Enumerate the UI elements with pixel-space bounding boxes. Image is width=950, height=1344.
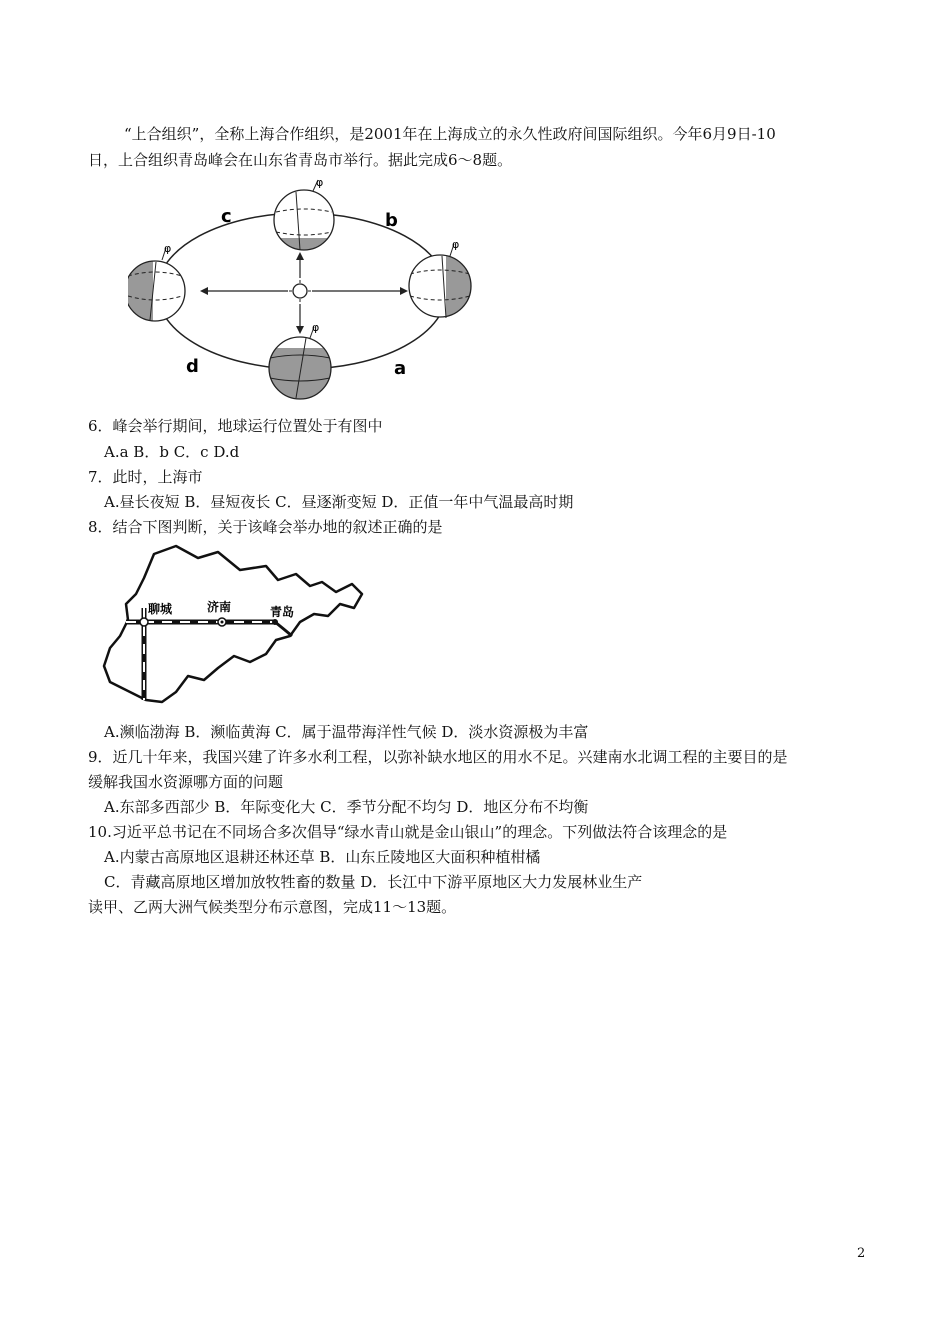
orbit-label-c: c: [221, 206, 232, 227]
q6-stem: 6．峰会举行期间，地球运行位置处于有图中: [88, 417, 383, 435]
earth-orbit-diagram: [128, 178, 478, 406]
q6-options: A.a B．b C．c D.d: [104, 443, 240, 461]
city-marker-qingdao: [272, 619, 278, 625]
q7-options: A.昼长夜短 B．昼短夜长 C．昼逐渐变短 D．正值一年中气温最高时期: [104, 493, 574, 511]
svg-text:φ: φ: [164, 242, 172, 255]
next-section-intro: 读甲、乙两大洲气候类型分布示意图，完成11～13题。: [88, 898, 457, 916]
city-label-qingdao: 青岛: [270, 605, 295, 619]
q10-options-2: C．青藏高原地区增加放牧牲畜的数量 D．长江中下游平原地区大力发展林业生产: [104, 873, 643, 891]
sun-icon: [289, 280, 311, 302]
orbit-label-d: d: [186, 356, 199, 377]
shandong-map: [100, 544, 365, 708]
city-label-liaocheng: 聊城: [148, 602, 173, 616]
q8-options: A.濒临渤海 B．濒临黄海 C．属于温带海洋性气候 D．淡水资源极为丰富: [104, 723, 589, 741]
intro-line-1: “上合组织”，全称上海合作组织，是2001年在上海成立的永久性政府间国际组织。今年6月9日-10: [124, 125, 776, 143]
q10-stem: 10.习近平总书记在不同场合多次倡导“绿水青山就是金山银山”的理念。下列做法符合该理念的是: [88, 823, 728, 841]
q7-stem: 7．此时，上海市: [88, 468, 203, 486]
q9-options: A.东部多西部少 B．年际变化大 C．季节分配不均匀 D．地区分布不均衡: [104, 798, 589, 816]
earth-position-top: [274, 178, 334, 258]
q9-stem-1: 9．近几十年来，我国兴建了许多水利工程，以弥补缺水地区的用水不足。兴建南水北调工程的主要目的是: [88, 748, 788, 766]
intro-line-2: 日，上合组织青岛峰会在山东省青岛市举行。据此完成6～8题。: [88, 151, 513, 169]
svg-text:φ: φ: [312, 321, 320, 334]
svg-text:φ: φ: [316, 178, 324, 189]
orbit-label-b: b: [385, 210, 398, 231]
city-label-jinan: 济南: [207, 600, 232, 614]
svg-text:φ: φ: [452, 238, 460, 251]
q9-stem-2: 缓解我国水资源哪方面的问题: [88, 773, 284, 791]
q8-stem: 8．结合下图判断，关于该峰会举办地的叙述正确的是: [88, 518, 443, 536]
city-marker-liaocheng: [140, 618, 148, 626]
q10-options-1: A.内蒙古高原地区退耕还林还草 B．山东丘陵地区大面积种植柑橘: [104, 848, 541, 866]
orbit-label-a: a: [394, 358, 407, 379]
earth-position-right: [409, 238, 476, 320]
page-number: 2: [857, 1246, 866, 1261]
earth-position-left: [128, 242, 185, 328]
